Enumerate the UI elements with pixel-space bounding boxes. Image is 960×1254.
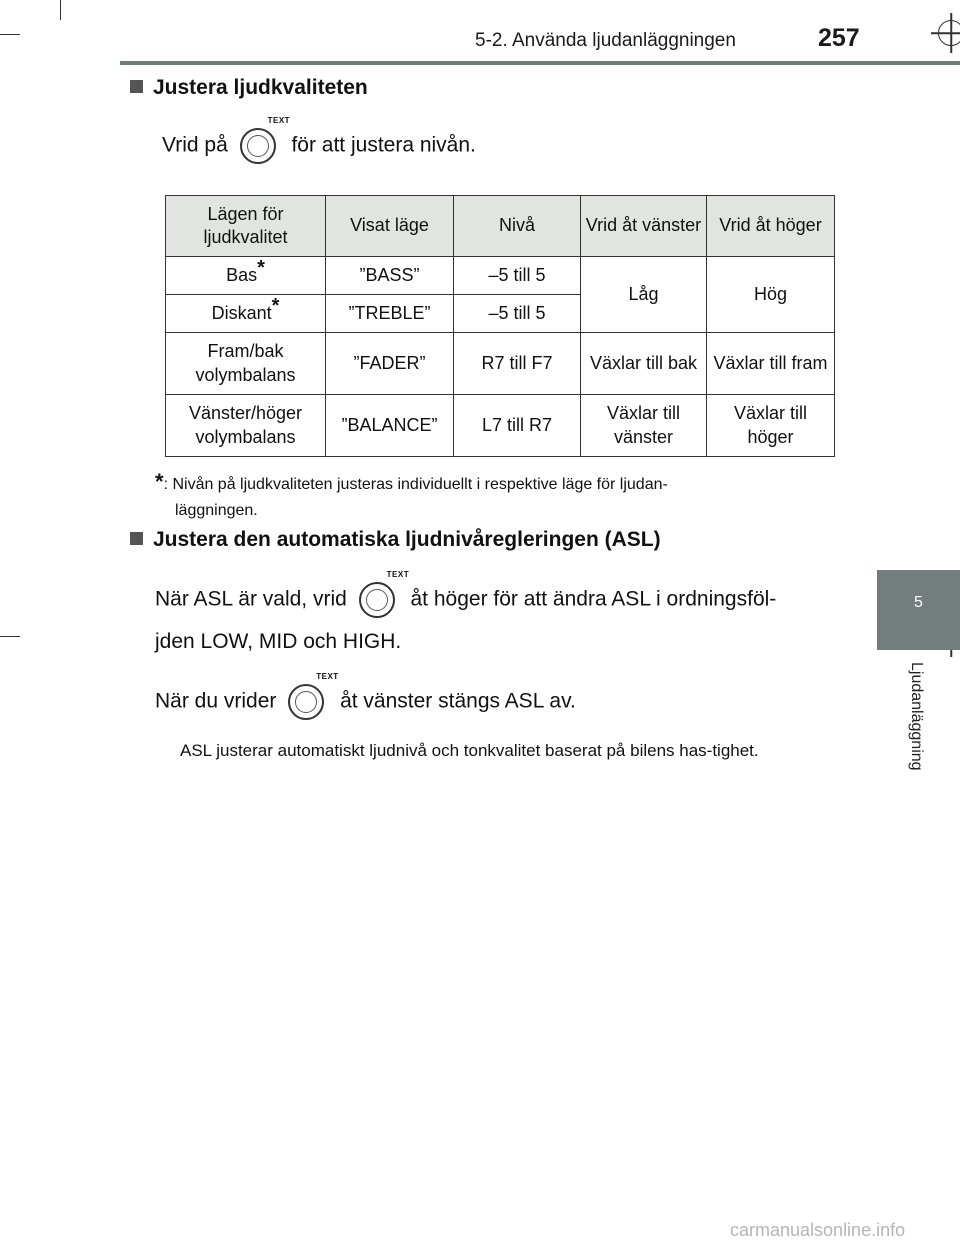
- tune-knob-icon: [286, 672, 339, 724]
- table-header-cell: Vrid åt höger: [707, 196, 835, 257]
- asterisk-mark: *: [257, 256, 265, 279]
- asl-instruction-line: [155, 672, 576, 724]
- knob-label: TEXT: [267, 116, 291, 125]
- table-cell: Låg: [581, 257, 707, 333]
- crop-mark: [0, 34, 20, 35]
- table-cell: [166, 295, 326, 333]
- instruction-line: [162, 116, 476, 168]
- footnote-text: läggningen.: [175, 502, 258, 520]
- page-number: 257: [818, 24, 860, 52]
- table-cell: Växlar till vänster: [581, 395, 707, 457]
- section-heading-text: Justera ljudkvaliteten: [153, 76, 368, 99]
- chapter-number: 5: [914, 594, 923, 611]
- table-row: [166, 333, 835, 395]
- instruction-text: jden LOW, MID och HIGH.: [155, 630, 402, 653]
- mode-text: Diskant: [211, 302, 272, 323]
- instruction-text: Vrid på: [162, 133, 228, 157]
- chapter-tab: [877, 570, 960, 650]
- table-cell: –5 till 5: [454, 257, 581, 295]
- tune-knob-icon: [357, 570, 410, 622]
- table-cell: ”BASS”: [326, 257, 454, 295]
- table-cell: ”FADER”: [326, 333, 454, 395]
- table-cell: [166, 257, 326, 295]
- square-bullet-icon: [130, 532, 143, 545]
- instruction-text: åt höger för att ändra ASL i ordningsföl-: [410, 587, 777, 611]
- table-header-cell: Visat läge: [326, 196, 454, 257]
- section-heading: [130, 76, 368, 100]
- table-cell: Fram/bak volymbalans: [166, 333, 326, 395]
- table-cell: Växlar till höger: [707, 395, 835, 457]
- table-header-cell: Lägen för ljudkvalitet: [166, 196, 326, 257]
- table-cell: ”BALANCE”: [326, 395, 454, 457]
- instruction-text: När ASL är vald, vrid: [155, 587, 347, 611]
- table-header-cell: Nivå: [454, 196, 581, 257]
- table-header-cell: Vrid åt vänster: [581, 196, 707, 257]
- tune-knob-icon: [238, 116, 291, 168]
- table-header-row: [166, 196, 835, 257]
- running-header: 5-2. Använda ljudanläggningen: [475, 30, 736, 51]
- table-cell: Vänster/höger volymbalans: [166, 395, 326, 457]
- asl-instruction-line: [155, 570, 777, 622]
- watermark-text: carmanualsonline.info: [730, 1220, 906, 1240]
- instruction-text: åt vänster stängs ASL av.: [340, 689, 576, 713]
- instruction-text: för att justera nivån.: [291, 133, 476, 157]
- table-row: [166, 395, 835, 457]
- knob-label: TEXT: [316, 672, 339, 681]
- crop-mark: [0, 636, 20, 637]
- footnote-text: : Nivån på ljudkvaliteten justeras individuellt i respektive läge för ljudan-: [163, 476, 668, 493]
- table-cell: R7 till F7: [454, 333, 581, 395]
- section-heading: [130, 528, 661, 552]
- table-cell: Växlar till bak: [581, 333, 707, 395]
- table-cell: ”TREBLE”: [326, 295, 454, 333]
- instruction-text: När du vrider: [155, 689, 277, 713]
- asterisk-mark: *: [271, 294, 280, 317]
- registration-mark-icon: [938, 20, 960, 46]
- table-footnote: [155, 465, 830, 524]
- table-cell: Hög: [707, 257, 835, 333]
- table-cell: L7 till R7: [454, 395, 581, 457]
- mode-text: Bas: [226, 264, 258, 285]
- table-row: [166, 257, 835, 295]
- chapter-side-label: [895, 662, 925, 792]
- footnote-asterisk: *: [155, 469, 164, 494]
- asl-note: ASL justerar automatiskt ljudnivå och tonkvalitet baserat på bilens has-tighet.: [180, 741, 759, 760]
- table-cell: –5 till 5: [454, 295, 581, 333]
- sound-settings-table: [165, 195, 835, 457]
- section-heading-text: Justera den automatiska ljudnivåregleringen (ASL): [153, 528, 661, 551]
- square-bullet-icon: [130, 80, 143, 93]
- asl-instruction-line: [155, 630, 401, 654]
- table-cell: Växlar till fram: [707, 333, 835, 395]
- header-rule: [120, 61, 960, 65]
- chapter-label: Ljudanläggning: [908, 662, 925, 771]
- crop-mark: [60, 0, 61, 20]
- knob-label: TEXT: [386, 570, 410, 579]
